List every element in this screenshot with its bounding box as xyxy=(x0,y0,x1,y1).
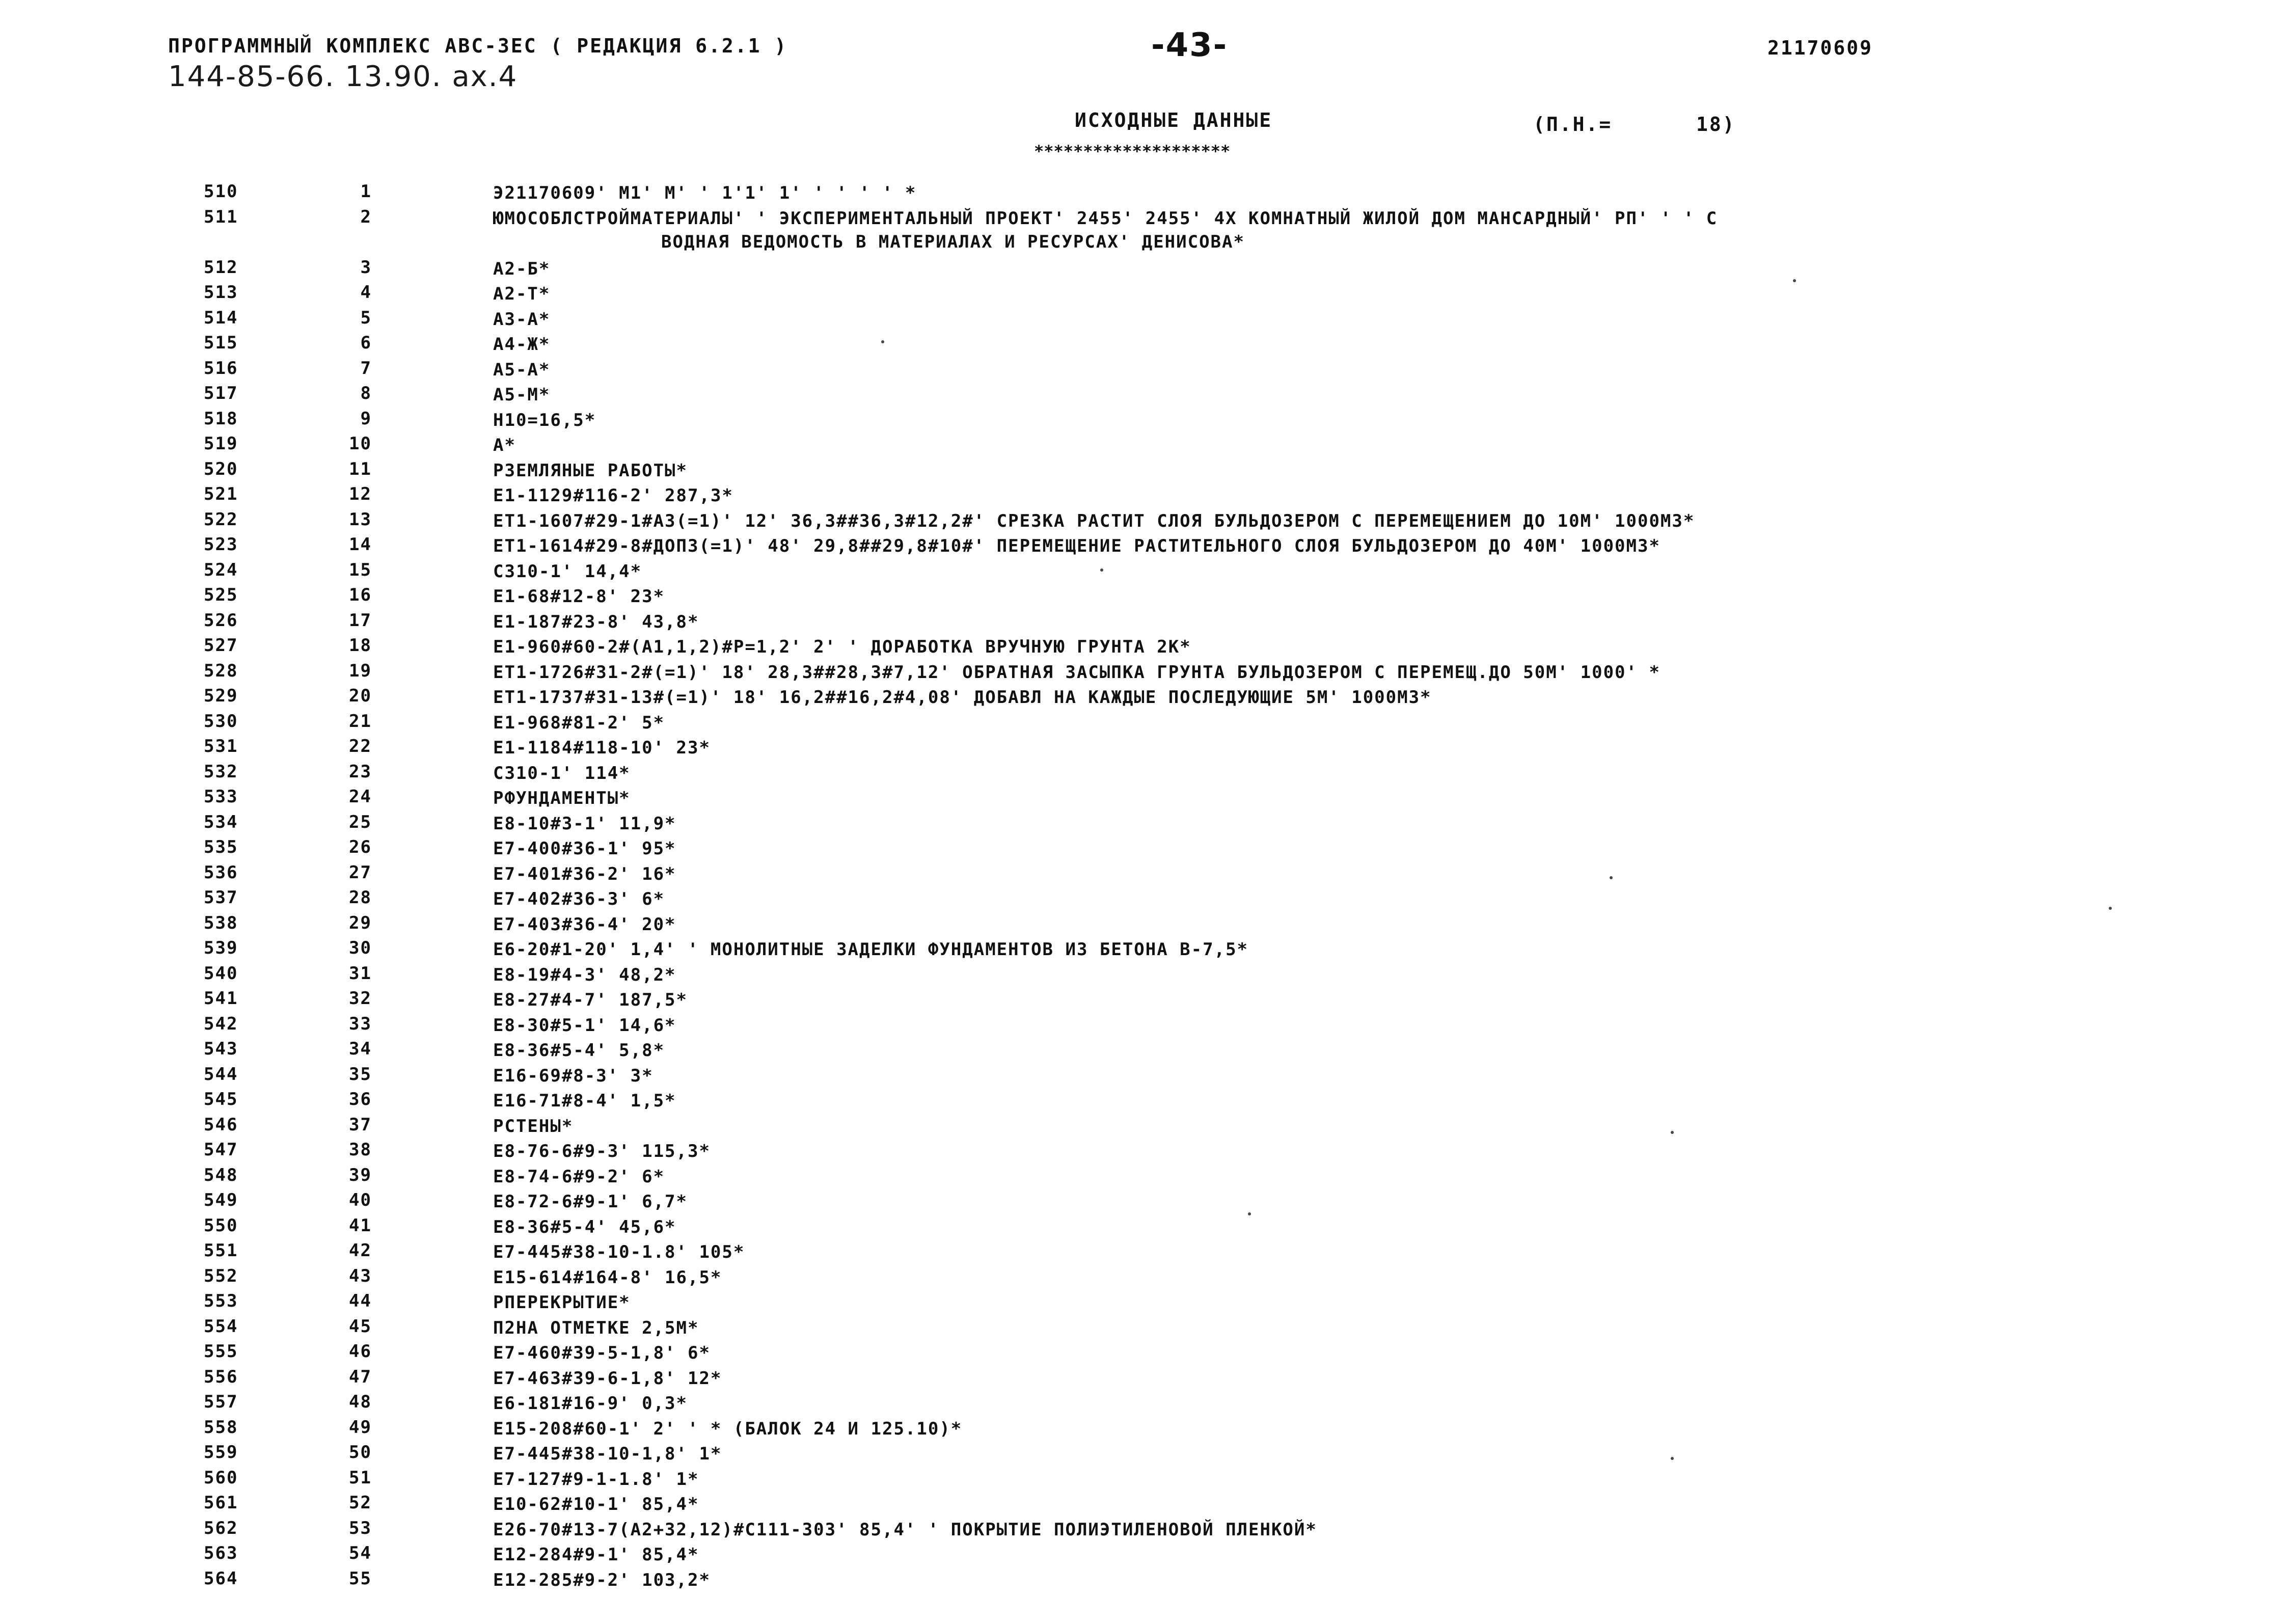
row-text xyxy=(493,1468,2225,1491)
sequence-number: 15 xyxy=(349,559,372,580)
listing-row xyxy=(0,963,2286,989)
sequence-number: 40 xyxy=(349,1190,372,1210)
listing-row xyxy=(0,686,2286,711)
row-text-line: ЮМОСОБЛСТРОЙМАТЕРИАЛЫ' ' ЭКСПЕРИМЕНТАЛЬНЫЙ ПРОЕКТ' 2455' 2455' 4Х КОМНАТНЫЙ ЖИЛОЙ ДОМ МАНСАРДНЫЙ' РП' ' ' С xyxy=(493,208,1718,229)
row-text xyxy=(493,963,2225,987)
listing-row xyxy=(0,257,2286,283)
row-number: 517 xyxy=(204,383,238,403)
row-text-line: Е15-614#164-8' 16,5* xyxy=(493,1267,722,1288)
row-text xyxy=(493,1493,2225,1516)
listing-row xyxy=(0,1215,2286,1241)
row-number: 558 xyxy=(204,1417,238,1438)
listing-row xyxy=(0,1266,2286,1291)
row-number: 563 xyxy=(204,1543,238,1563)
row-number: 543 xyxy=(204,1039,238,1059)
row-number: 521 xyxy=(204,484,238,504)
sequence-number: 13 xyxy=(349,509,372,530)
row-number: 539 xyxy=(204,938,238,958)
listing-row xyxy=(0,308,2286,333)
row-number: 556 xyxy=(204,1366,238,1387)
listing-row xyxy=(0,1165,2286,1190)
row-number: 545 xyxy=(204,1089,238,1109)
row-text-line: А4-Ж* xyxy=(493,334,551,355)
row-text-line: Е7-445#38-10-1.8' 105* xyxy=(493,1242,745,1262)
row-text-line: Е7-400#36-1' 95* xyxy=(493,838,676,859)
row-text xyxy=(493,1215,2225,1239)
listing-row xyxy=(0,787,2286,812)
row-text-line: С310-1' 114* xyxy=(493,763,631,783)
row-text-line: А2-Т* xyxy=(493,284,551,304)
print-speck xyxy=(1671,1131,1674,1134)
listing-row xyxy=(0,282,2286,308)
row-text-line: П2НА ОТМЕТКЕ 2,5М* xyxy=(493,1317,699,1338)
listing-row xyxy=(0,560,2286,585)
row-number: 564 xyxy=(204,1568,238,1589)
sequence-number: 4 xyxy=(360,282,372,303)
row-number: 555 xyxy=(204,1341,238,1362)
row-text xyxy=(493,181,2225,205)
row-text-line: Е7-460#39-5-1,8' 6* xyxy=(493,1343,711,1363)
row-text xyxy=(493,282,2225,306)
row-number: 534 xyxy=(204,811,238,832)
row-text xyxy=(493,787,2225,810)
row-text-line: Е8-36#5-4' 45,6* xyxy=(493,1216,676,1237)
row-text xyxy=(493,409,2225,432)
sequence-number: 8 xyxy=(360,383,372,403)
row-text-line: ЕТ1-1614#29-8#ДОП3(=1)' 48' 29,8##29,8#10#' ПЕРЕМЕЩЕНИЕ РАСТИТЕЛЬНОГО СЛОЯ БУЛЬДОЗЕРОМ ДО 40М' 1000М3* xyxy=(493,536,1661,556)
sequence-number: 24 xyxy=(349,787,372,807)
row-number: 554 xyxy=(204,1316,238,1337)
sequence-number: 53 xyxy=(349,1518,372,1538)
sequence-number: 41 xyxy=(349,1215,372,1236)
row-text-line: Е6-181#16-9' 0,3* xyxy=(493,1393,688,1414)
row-text xyxy=(493,1568,2225,1592)
sequence-number: 27 xyxy=(349,862,372,883)
row-text xyxy=(493,1064,2225,1088)
sequence-number: 38 xyxy=(349,1140,372,1160)
sequence-number: 42 xyxy=(349,1240,372,1261)
row-number: 559 xyxy=(204,1442,238,1463)
row-text-line: А3-А* xyxy=(493,309,551,330)
sequence-number: 10 xyxy=(349,434,372,454)
row-text-line: Е8-10#3-1' 11,9* xyxy=(493,813,676,834)
row-text xyxy=(493,1291,2225,1314)
sequence-number: 39 xyxy=(349,1165,372,1185)
sequence-number: 43 xyxy=(349,1265,372,1286)
sequence-number: 30 xyxy=(349,938,372,958)
row-text-line: Е16-69#8-3' 3* xyxy=(493,1065,654,1086)
row-text xyxy=(493,333,2225,356)
row-text-line: Е1-1184#118-10' 23* xyxy=(493,738,711,758)
listing-row xyxy=(0,1543,2286,1568)
row-text-line: Э21170609' М1' М' ' 1'1' 1' ' ' ' ' * xyxy=(493,183,917,203)
row-text xyxy=(493,812,2225,835)
row-number: 546 xyxy=(204,1114,238,1135)
listing-row xyxy=(0,762,2286,787)
program-name: ПРОГРАММНЫЙ КОМПЛЕКС АВС-ЗЕС ( РЕДАКЦИЯ 6.2.1 ) xyxy=(168,35,788,57)
listing-row xyxy=(0,409,2286,434)
listing-row xyxy=(0,1089,2286,1115)
row-text-line: Е16-71#8-4' 1,5* xyxy=(493,1091,676,1111)
row-number: 544 xyxy=(204,1064,238,1085)
sequence-number: 1 xyxy=(360,181,372,202)
row-text-line: Е8-74-6#9-2' 6* xyxy=(493,1166,665,1187)
listing-row xyxy=(0,207,2286,257)
row-text xyxy=(493,1543,2225,1566)
listing-row xyxy=(0,1442,2286,1468)
sequence-number: 16 xyxy=(349,585,372,605)
row-number: 528 xyxy=(204,660,238,681)
sequence-number: 6 xyxy=(360,333,372,353)
row-text-line: Е7-463#39-6-1,8' 12* xyxy=(493,1368,722,1389)
listing-row xyxy=(0,1493,2286,1518)
sequence-number: 33 xyxy=(349,1013,372,1034)
row-text xyxy=(493,1341,2225,1365)
section-title: ИСХОДНЫЕ ДАННЫЕ xyxy=(1075,109,1273,131)
sequence-number: 17 xyxy=(349,610,372,631)
row-number: 522 xyxy=(204,509,238,530)
document-number: 21170609 xyxy=(1767,37,1873,59)
row-text-line: ЕТ1-1737#31-13#(=1)' 18' 16,2##16,2#4,08' ДОБАВЛ НА КАЖДЫЕ ПОСЛЕДУЮЩИЕ 5М' 1000М3* xyxy=(493,687,1432,708)
listing-row xyxy=(0,1568,2286,1594)
row-number: 561 xyxy=(204,1493,238,1513)
sequence-number: 44 xyxy=(349,1291,372,1311)
listing-row xyxy=(0,333,2286,358)
listing-row xyxy=(0,1291,2286,1316)
row-number: 524 xyxy=(204,559,238,580)
row-text xyxy=(493,711,2225,735)
row-number: 551 xyxy=(204,1240,238,1261)
row-number: 520 xyxy=(204,458,238,479)
sequence-number: 9 xyxy=(360,408,372,429)
sequence-number: 7 xyxy=(360,358,372,378)
row-text-line: Е8-76-6#9-3' 115,3* xyxy=(493,1141,711,1161)
sequence-number: 20 xyxy=(349,686,372,706)
listing-row xyxy=(0,1039,2286,1064)
sequence-number: 14 xyxy=(349,534,372,555)
sequence-number: 49 xyxy=(349,1417,372,1438)
row-text xyxy=(493,585,2225,608)
row-text xyxy=(493,534,2225,558)
row-text xyxy=(493,484,2225,507)
listing-row xyxy=(0,610,2286,636)
row-number: 537 xyxy=(204,887,238,908)
print-speck xyxy=(1248,1212,1251,1215)
row-text-line: РПЕРЕКРЫТИЕ* xyxy=(493,1292,631,1313)
row-text xyxy=(493,1039,2225,1062)
sequence-number: 5 xyxy=(360,307,372,328)
row-text xyxy=(493,1316,2225,1340)
row-text xyxy=(493,1190,2225,1213)
listing-row xyxy=(0,837,2286,862)
row-text xyxy=(493,207,2225,254)
listing-row xyxy=(0,484,2286,509)
row-number: 557 xyxy=(204,1392,238,1412)
row-text xyxy=(493,1367,2225,1390)
row-text-continuation: ВОДНАЯ ВЕДОМОСТЬ В МАТЕРИАЛАХ И РЕСУРСАХ' ДЕНИСОВА* xyxy=(661,231,1245,252)
listing-row xyxy=(0,1341,2286,1367)
row-text-line: ЕТ1-1726#31-2#(=1)' 18' 28,3##28,3#7,12' ОБРАТНАЯ ЗАСЫПКА ГРУНТА БУЛЬДОЗЕРОМ С ПЕРЕМЕЩ.ДО 50М' 1000' * xyxy=(493,662,1661,683)
row-text xyxy=(493,1165,2225,1188)
title-underline: ******************** xyxy=(1034,142,1231,161)
row-text xyxy=(493,1417,2225,1441)
sequence-number: 52 xyxy=(349,1493,372,1513)
row-text-line: ЕТ1-1607#29-1#А3(=1)' 12' 36,3##36,3#12,2#' СРЕЗКА РАСТИТ СЛОЯ БУЛЬДОЗЕРОМ С ПЕРЕМЕЩЕНИЕМ ДО 10М' 1000М3* xyxy=(493,510,1695,531)
row-text-line: Е7-401#36-2' 16* xyxy=(493,863,676,884)
listing-row xyxy=(0,1392,2286,1417)
listing-row xyxy=(0,534,2286,560)
sequence-number: 51 xyxy=(349,1467,372,1488)
row-text xyxy=(493,1442,2225,1466)
row-text xyxy=(493,938,2225,961)
row-text-line: Е26-70#13-7(А2+32,12)#С111-303' 85,4' ' ПОКРЫТИЕ ПОЛИЭТИЛЕНОВОЙ ПЛЕНКОЙ* xyxy=(493,1519,1317,1540)
row-text xyxy=(493,560,2225,583)
row-number: 540 xyxy=(204,963,238,984)
row-number: 552 xyxy=(204,1265,238,1286)
row-text-line: Е1-187#23-8' 43,8* xyxy=(493,611,699,632)
row-text xyxy=(493,635,2225,659)
row-text-line: Е15-208#60-1' 2' ' * (БАЛОК 24 И 125.10)* xyxy=(493,1418,963,1439)
row-number: 513 xyxy=(204,282,238,303)
row-number: 527 xyxy=(204,635,238,656)
row-text xyxy=(493,257,2225,281)
listing-row xyxy=(0,1240,2286,1266)
row-text xyxy=(493,358,2225,382)
row-text xyxy=(493,1392,2225,1415)
sequence-number: 31 xyxy=(349,963,372,984)
sequence-number: 47 xyxy=(349,1366,372,1387)
row-text-line: Е1-1129#116-2' 287,3* xyxy=(493,485,733,506)
row-number: 531 xyxy=(204,736,238,756)
sequence-number: 35 xyxy=(349,1064,372,1085)
sequence-number: 48 xyxy=(349,1392,372,1412)
row-text xyxy=(493,913,2225,936)
print-speck xyxy=(1671,1457,1674,1460)
sequence-number: 32 xyxy=(349,988,372,1009)
listing-row xyxy=(0,1190,2286,1215)
row-number: 511 xyxy=(204,206,238,227)
listing-row xyxy=(0,736,2286,762)
pn-label: (П.Н.= xyxy=(1533,113,1613,136)
listing-row xyxy=(0,988,2286,1014)
sequence-number: 12 xyxy=(349,484,372,504)
listing-row xyxy=(0,459,2286,484)
listing-row xyxy=(0,938,2286,963)
print-speck xyxy=(1100,569,1103,572)
row-text-line: Е12-284#9-1' 85,4* xyxy=(493,1545,699,1565)
listing-row xyxy=(0,1367,2286,1392)
row-number: 542 xyxy=(204,1013,238,1034)
row-number: 526 xyxy=(204,610,238,631)
sequence-number: 55 xyxy=(349,1568,372,1589)
sequence-number: 23 xyxy=(349,761,372,782)
sequence-number: 46 xyxy=(349,1341,372,1362)
row-text-line: Н10=16,5* xyxy=(493,410,596,430)
sequence-number: 11 xyxy=(349,458,372,479)
sequence-number: 21 xyxy=(349,711,372,732)
listing-row xyxy=(0,509,2286,535)
sequence-number: 36 xyxy=(349,1089,372,1109)
row-text xyxy=(493,837,2225,860)
row-text xyxy=(493,762,2225,785)
row-number: 514 xyxy=(204,307,238,328)
row-text xyxy=(493,661,2225,684)
row-number: 530 xyxy=(204,711,238,732)
row-number: 525 xyxy=(204,585,238,605)
listing-row xyxy=(0,1064,2286,1090)
row-number: 516 xyxy=(204,358,238,378)
row-text-line: Е8-27#4-7' 187,5* xyxy=(493,990,688,1010)
data-rows xyxy=(0,181,2286,1593)
listing-row xyxy=(0,661,2286,686)
sequence-number: 2 xyxy=(360,206,372,227)
row-text-line: РФУНДАМЕНТЫ* xyxy=(493,788,631,808)
row-number: 560 xyxy=(204,1467,238,1488)
listing-row xyxy=(0,862,2286,888)
listing-row xyxy=(0,1140,2286,1165)
row-text xyxy=(493,308,2225,331)
listing-row xyxy=(0,913,2286,938)
row-text-line: А2-Б* xyxy=(493,258,551,279)
sequence-number: 22 xyxy=(349,736,372,756)
page-number: -43- xyxy=(1151,26,1228,64)
row-number: 529 xyxy=(204,686,238,706)
row-text-line: Е8-19#4-3' 48,2* xyxy=(493,964,676,985)
row-text xyxy=(493,383,2225,407)
row-number: 533 xyxy=(204,787,238,807)
row-text-line: Е1-68#12-8' 23* xyxy=(493,586,665,607)
sequence-number: 50 xyxy=(349,1442,372,1463)
row-text xyxy=(493,610,2225,634)
row-text-line: Е8-72-6#9-1' 6,7* xyxy=(493,1192,688,1212)
listing-row xyxy=(0,1417,2286,1443)
handwritten-note: 144-85-66. 13.90. ах.4 xyxy=(168,60,518,93)
row-text-line: Е8-36#5-4' 5,8* xyxy=(493,1040,665,1061)
row-number: 562 xyxy=(204,1518,238,1538)
sequence-number: 34 xyxy=(349,1039,372,1059)
row-text xyxy=(493,1240,2225,1264)
listing-row xyxy=(0,887,2286,913)
sequence-number: 18 xyxy=(349,635,372,656)
row-text xyxy=(493,686,2225,709)
listing-row xyxy=(0,434,2286,459)
sequence-number: 29 xyxy=(349,912,372,933)
row-text-line: Е12-285#9-2' 103,2* xyxy=(493,1569,711,1590)
row-text-line: РЗЕМЛЯНЫЕ РАБОТЫ* xyxy=(493,460,688,481)
row-number: 547 xyxy=(204,1140,238,1160)
row-text xyxy=(493,1014,2225,1037)
pn-value: 18) xyxy=(1696,113,1736,136)
sequence-number: 54 xyxy=(349,1543,372,1563)
row-number: 535 xyxy=(204,837,238,857)
row-text-line: Е8-30#5-1' 14,6* xyxy=(493,1015,676,1036)
listing-row xyxy=(0,711,2286,737)
sequence-number: 3 xyxy=(360,257,372,278)
row-number: 518 xyxy=(204,408,238,429)
row-text-line: Е10-62#10-1' 85,4* xyxy=(493,1494,699,1514)
row-text-line: А5-М* xyxy=(493,385,551,405)
row-number: 523 xyxy=(204,534,238,555)
row-text-line: А5-А* xyxy=(493,359,551,380)
row-text xyxy=(493,434,2225,457)
listing-row xyxy=(0,1014,2286,1039)
row-text-line: Е7-445#38-10-1,8' 1* xyxy=(493,1444,722,1464)
sequence-number: 28 xyxy=(349,887,372,908)
row-text xyxy=(493,509,2225,533)
row-text xyxy=(493,1518,2225,1541)
listing-row xyxy=(0,635,2286,661)
row-text xyxy=(493,1089,2225,1113)
listing-row xyxy=(0,181,2286,207)
row-number: 536 xyxy=(204,862,238,883)
listing-row xyxy=(0,1316,2286,1342)
row-text-line: С310-1' 14,4* xyxy=(493,561,642,582)
print-speck xyxy=(881,340,884,343)
sequence-number: 26 xyxy=(349,837,372,857)
row-number: 532 xyxy=(204,761,238,782)
row-number: 553 xyxy=(204,1291,238,1311)
row-text-line: РСТЕНЫ* xyxy=(493,1116,574,1136)
row-number: 519 xyxy=(204,434,238,454)
row-number: 549 xyxy=(204,1190,238,1210)
row-text xyxy=(493,1115,2225,1138)
listing-row xyxy=(0,1115,2286,1140)
print-speck xyxy=(1793,279,1796,282)
row-text-line: Е7-403#36-4' 20* xyxy=(493,914,676,935)
row-number: 541 xyxy=(204,988,238,1009)
listing-row xyxy=(0,585,2286,610)
sequence-number: 45 xyxy=(349,1316,372,1337)
row-text-line: А* xyxy=(493,435,516,455)
row-text-line: Е6-20#1-20' 1,4' ' МОНОЛИТНЫЕ ЗАДЕЛКИ ФУНДАМЕНТОВ ИЗ БЕТОНА В-7,5* xyxy=(493,939,1249,960)
row-text xyxy=(493,988,2225,1012)
row-text xyxy=(493,887,2225,911)
print-speck xyxy=(2109,907,2112,910)
listing-row xyxy=(0,1518,2286,1544)
sequence-number: 19 xyxy=(349,660,372,681)
listing-row xyxy=(0,1468,2286,1493)
listing-row xyxy=(0,358,2286,384)
row-number: 548 xyxy=(204,1165,238,1185)
row-text-line: Е1-960#60-2#(А1,1,2)#Р=1,2' 2' ' ДОРАБОТКА ВРУЧНУЮ ГРУНТА 2К* xyxy=(493,637,1191,657)
row-number: 538 xyxy=(204,912,238,933)
row-text xyxy=(493,1140,2225,1163)
row-number: 515 xyxy=(204,333,238,353)
row-number: 550 xyxy=(204,1215,238,1236)
listing-row xyxy=(0,383,2286,409)
row-text xyxy=(493,862,2225,886)
row-text-line: Е7-402#36-3' 6* xyxy=(493,889,665,909)
row-text-line: Е1-968#81-2' 5* xyxy=(493,712,665,733)
row-text xyxy=(493,736,2225,760)
print-speck xyxy=(1610,876,1613,879)
listing-row xyxy=(0,812,2286,837)
row-text xyxy=(493,459,2225,482)
row-text xyxy=(493,1266,2225,1289)
row-number: 510 xyxy=(204,181,238,202)
row-text-line: Е7-127#9-1-1.8' 1* xyxy=(493,1469,699,1490)
row-number: 512 xyxy=(204,257,238,278)
sequence-number: 25 xyxy=(349,811,372,832)
sequence-number: 37 xyxy=(349,1114,372,1135)
